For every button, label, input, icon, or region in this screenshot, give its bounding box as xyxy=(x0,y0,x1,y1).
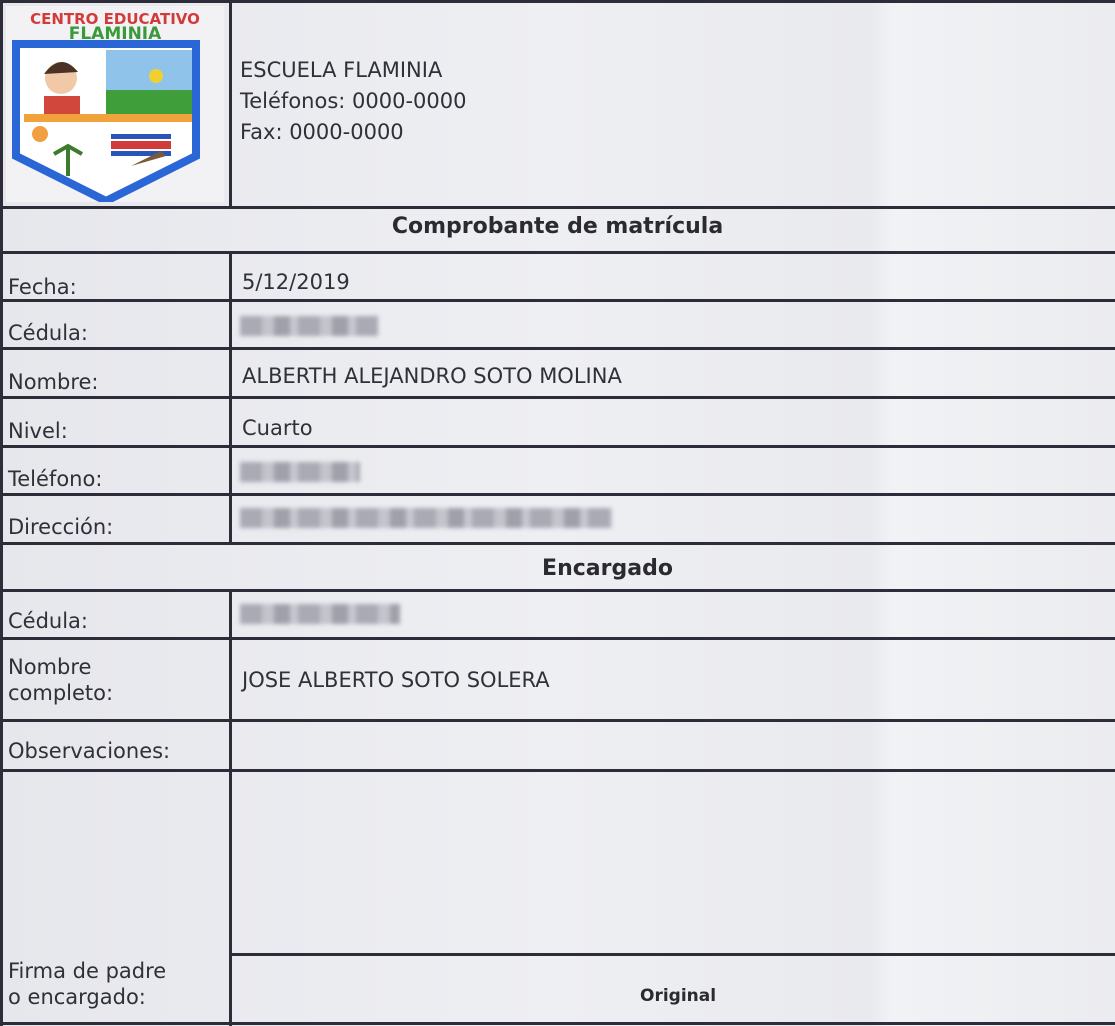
row-line xyxy=(0,445,1115,448)
row-line xyxy=(0,251,1115,254)
row-line xyxy=(0,347,1115,350)
fecha-label: Fecha: xyxy=(8,275,77,299)
row-line xyxy=(0,396,1115,399)
row-line xyxy=(0,637,1115,640)
label-line: Firma de padre xyxy=(8,959,167,983)
guardian-section-title: Encargado xyxy=(542,556,673,581)
row-line xyxy=(0,0,1115,3)
table-border-left xyxy=(0,0,3,1026)
telefono-redacted xyxy=(240,462,360,482)
telefono-label: Teléfono: xyxy=(8,467,103,491)
school-info xyxy=(240,55,467,148)
row-line xyxy=(0,493,1115,496)
firma-label xyxy=(8,958,166,1010)
label-line: o encargado: xyxy=(8,985,146,1009)
document-title: Comprobante de matrícula xyxy=(391,214,724,239)
label-line: completo: xyxy=(8,681,114,705)
direccion-label: Dirección: xyxy=(8,515,114,539)
direccion-redacted xyxy=(240,508,612,528)
nivel-value: Cuarto xyxy=(242,416,313,440)
signature-area xyxy=(232,772,1112,952)
guardian-nombre-label xyxy=(8,654,113,706)
observaciones-label: Observaciones: xyxy=(8,739,171,763)
nombre-value: ALBERTH ALEJANDRO SOTO MOLINA xyxy=(242,364,622,388)
guardian-cedula-redacted xyxy=(240,604,400,624)
cedula-redacted xyxy=(240,316,378,336)
cedula-label: Cédula: xyxy=(8,321,89,345)
fecha-value: 5/12/2019 xyxy=(242,270,350,294)
nombre-label: Nombre: xyxy=(8,370,99,394)
guardian-nombre-value: JOSE ALBERTO SOTO SOLERA xyxy=(242,668,550,692)
school-logo xyxy=(6,6,224,202)
row-line xyxy=(230,953,1115,956)
svg-text:CENTRO EDUCATIVO: CENTRO EDUCATIVO xyxy=(30,10,200,28)
row-line xyxy=(0,299,1115,302)
row-line xyxy=(0,589,1115,592)
school-phones: Teléfonos: 0000-0000 xyxy=(240,89,467,113)
row-line xyxy=(0,542,1115,545)
school-fax: Fax: 0000-0000 xyxy=(240,120,404,144)
copy-label: Original xyxy=(640,986,717,1006)
observaciones-field xyxy=(232,722,1112,768)
header-divider xyxy=(229,0,232,207)
svg-text:FLAMINIA: FLAMINIA xyxy=(68,24,162,44)
school-name: ESCUELA FLAMINIA xyxy=(240,58,443,82)
nivel-label: Nivel: xyxy=(8,419,68,443)
guardian-cedula-label: Cédula: xyxy=(8,609,89,633)
row-line xyxy=(0,1022,1115,1025)
row-line xyxy=(0,206,1115,209)
label-line: Nombre xyxy=(8,655,92,679)
